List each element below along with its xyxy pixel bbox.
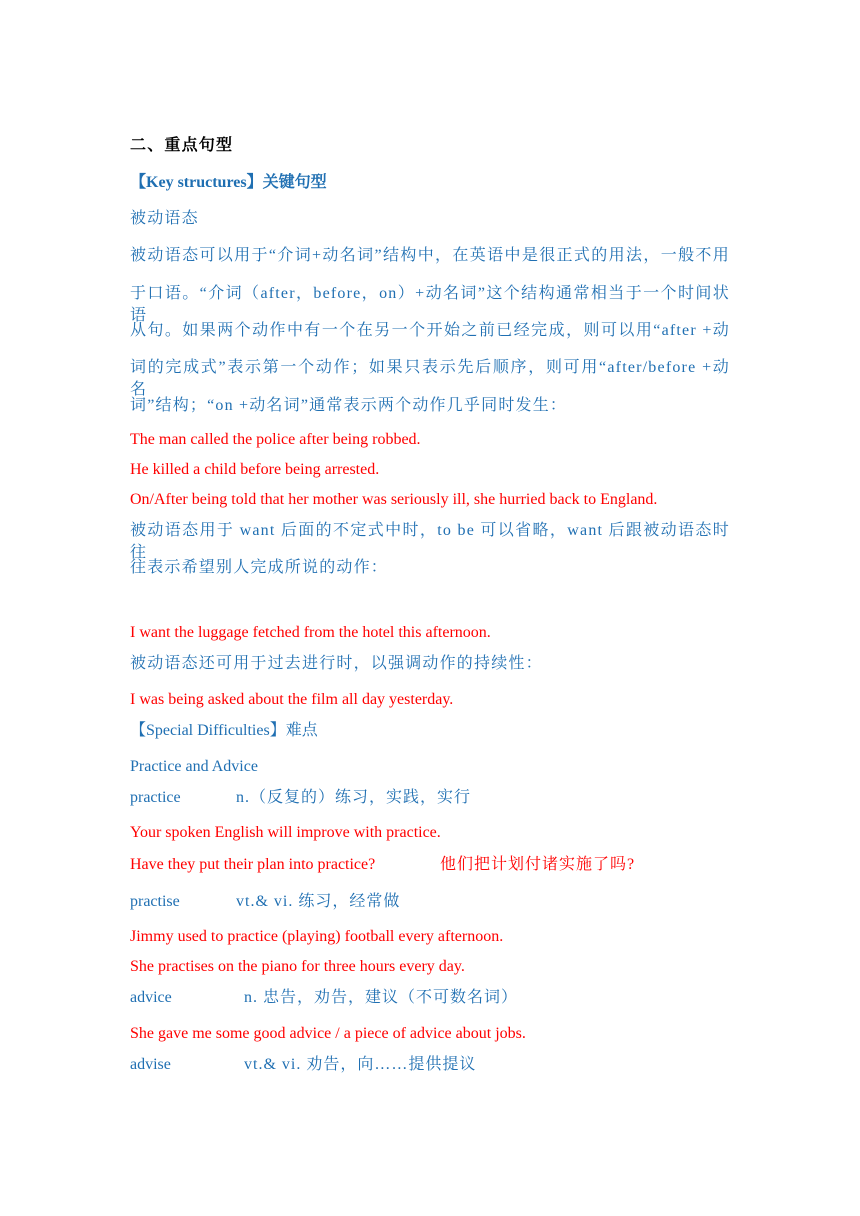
example-sentence: She practises on the piano for three hours every day. xyxy=(130,958,465,975)
bracket-open: 【 xyxy=(130,722,147,739)
example-sentence: She gave me some good advice / a piece of advice about jobs. xyxy=(130,1025,526,1042)
para1-line: 于口语。“介词（after，before，on）+动名词”这个结构通常相当于一个时间状语 xyxy=(130,285,730,324)
vocab-definition-practise: vt.& vi. 练习，经常做 xyxy=(236,893,401,910)
example-sentence: Your spoken English will improve with practice. xyxy=(130,824,441,841)
vocab-definition-practice: n.（反复的）练习，实践，实行 xyxy=(236,789,472,806)
special-difficulties-subtitle: 难点 xyxy=(285,722,318,739)
example-sentence: On/After being told that her mother was seriously ill, she hurried back to England. xyxy=(130,491,658,508)
example-translation: 他们把计划付诸实施了吗? xyxy=(440,856,636,873)
example-sentence: Have they put their plan into practice? xyxy=(130,856,376,873)
special-difficulties-title: Special Difficulties xyxy=(146,722,270,739)
vocab-definition-advise: vt.& vi. 劝告，向……提供提议 xyxy=(244,1056,477,1073)
key-structures-title: Key structures xyxy=(146,174,247,191)
para1-line: 词”结构；“on +动名词”通常表示两个动作几乎同时发生： xyxy=(130,397,568,414)
vocab-word-practise: practise xyxy=(130,893,180,910)
practice-advice-title: Practice and Advice xyxy=(130,758,258,775)
para3-line: 被动语态还可用于过去进行时，以强调动作的持续性： xyxy=(130,655,543,672)
para1-line: 被动语态可以用于“介词+动名词”结构中，在英语中是很正式的用法，一般不用 xyxy=(130,247,730,264)
key-structures-heading xyxy=(130,172,327,194)
para2-line: 被动语态用于 want 后面的不定式中时，to be 可以省略，want 后跟被动语态时往 xyxy=(130,522,730,561)
vocab-word-practice: practice xyxy=(130,789,181,806)
example-sentence: I was being asked about the film all day yesterday. xyxy=(130,691,454,708)
example-sentence: I want the luggage fetched from the hotel this afternoon. xyxy=(130,624,491,641)
vocab-definition-advice: n. 忠告，劝告，建议（不可数名词） xyxy=(244,989,519,1006)
para2-line: 往表示希望别人完成所说的动作： xyxy=(130,559,389,576)
bracket-open: 【 xyxy=(130,174,147,191)
special-difficulties-heading xyxy=(130,720,318,742)
para1-line: 词的完成式”表示第一个动作；如果只表示先后顺序，则可用“after/before +动名 xyxy=(130,359,730,398)
example-sentence: The man called the police after being robbed. xyxy=(130,431,421,448)
topic-label: 被动语态 xyxy=(130,210,199,227)
example-sentence: He killed a child before being arrested. xyxy=(130,461,380,478)
bracket-close: 】 xyxy=(246,174,263,191)
section-title: 二、重点句型 xyxy=(130,137,234,154)
para1-line: 从句。如果两个动作中有一个在另一个开始之前已经完成，则可以用“after +动 xyxy=(130,322,730,339)
key-structures-subtitle: 关键句型 xyxy=(262,174,327,191)
vocab-word-advice: advice xyxy=(130,989,172,1006)
example-sentence: Jimmy used to practice (playing) football every afternoon. xyxy=(130,928,504,945)
vocab-word-advise: advise xyxy=(130,1056,171,1073)
bracket-close: 】 xyxy=(269,722,286,739)
